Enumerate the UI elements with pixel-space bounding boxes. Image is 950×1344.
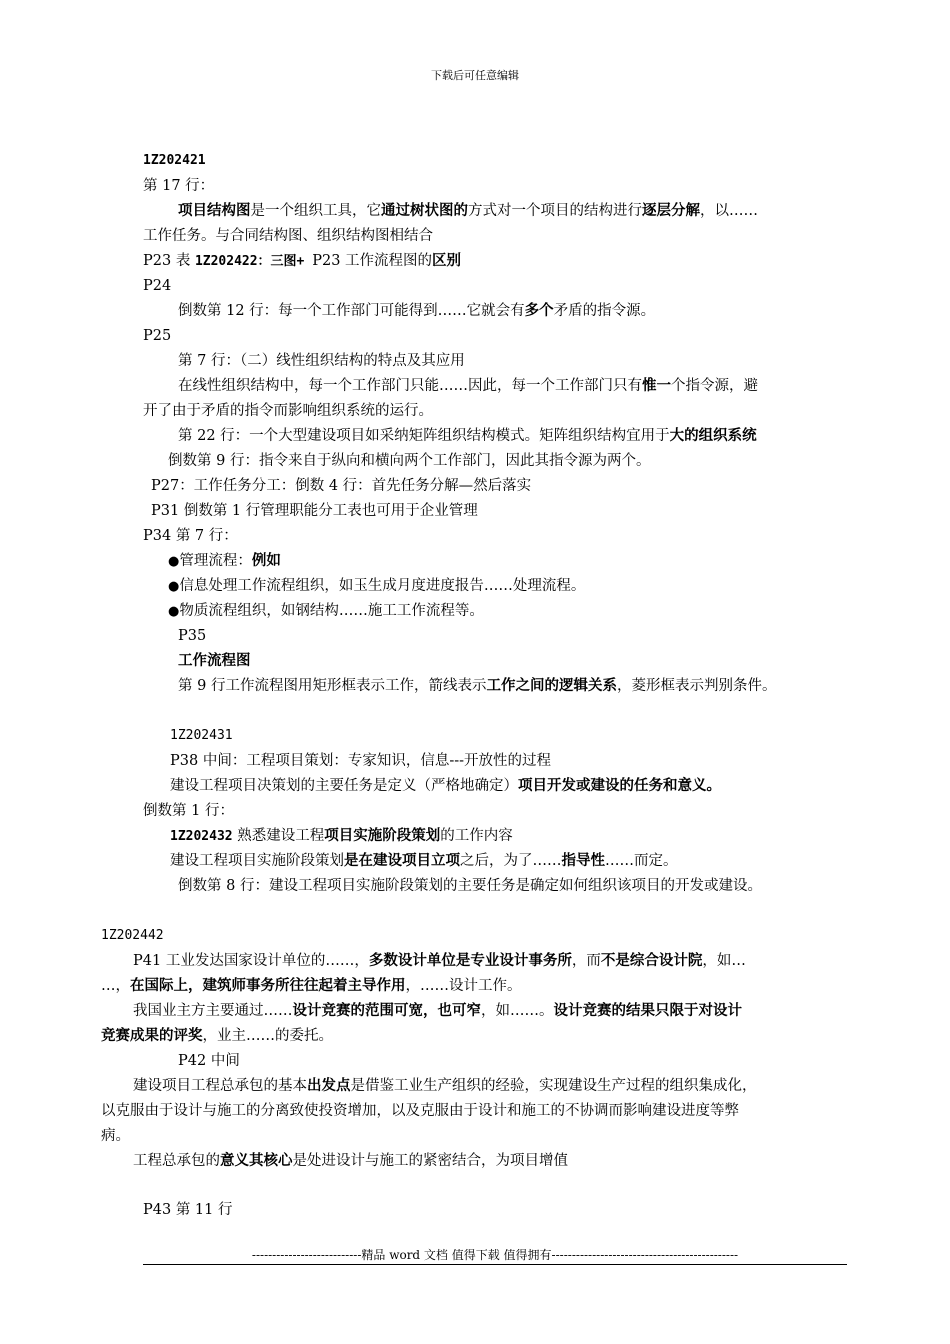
bold-text: 多数设计单位是专业设计事务所 — [368, 952, 572, 969]
text: ，而 — [571, 953, 601, 969]
bold-text: 工作之间的逻辑关系 — [486, 677, 617, 694]
text: 建设项目工程总承包的基本 — [133, 1078, 307, 1094]
text: 是借鉴工业生产组织的经验，实现建设生产过程的组织集成化， — [350, 1078, 757, 1094]
paragraph-line: P27：工作任务分工：倒数 4 行：首先任务分解—然后落实 — [151, 478, 532, 494]
row-ref: 第 17 行： — [143, 178, 215, 194]
text: ，业主……的委托。 — [202, 1028, 333, 1044]
text: 建设工程项目决策划的主要任务是定义（严格地确定） — [170, 778, 518, 794]
paragraph-line — [101, 977, 522, 995]
section-code-1z202442: 1Z202442 — [101, 928, 164, 943]
page-header: 下载后可任意编辑 — [431, 69, 519, 82]
paragraph-line: P31 倒数第 1 行管理职能分工表也可用于企业管理 — [151, 503, 478, 519]
text: 矛盾的指令源。 — [553, 303, 656, 319]
footer-divider — [143, 1264, 847, 1265]
bold-text: 指导性 — [561, 852, 605, 869]
text: P23 工作流程图的 — [312, 253, 433, 269]
bold-text: 项目实施阶段策划 — [324, 827, 441, 844]
text: ……而定。 — [605, 853, 678, 869]
page-ref: P24 — [143, 278, 172, 294]
page-ref: P42 中间 — [178, 1053, 240, 1069]
paragraph-line: 倒数第 1 行： — [143, 803, 234, 819]
bullet-icon: ● — [168, 604, 180, 619]
text: 之后，为了…… — [460, 853, 562, 869]
bold-text: 出发点 — [307, 1077, 351, 1094]
page-ref: P35 — [178, 628, 207, 644]
bullet-icon: ● — [168, 554, 180, 569]
bold-text: 竞赛成果的评奖 — [101, 1027, 203, 1044]
paragraph-line — [170, 777, 721, 795]
text: 是一个组织工具，它 — [250, 203, 381, 219]
bold-text: 例如 — [251, 552, 281, 569]
bold-text: 在国际上，建筑师事务所往往起着主导作用 — [130, 977, 406, 994]
paragraph-line — [178, 302, 655, 320]
paragraph-line — [143, 252, 461, 271]
paragraph-line: 倒数第 8 行：建设工程项目实施阶段策划的主要任务是确定如何组织该项目的开发或建设。 — [178, 878, 762, 894]
text: 在线性组织结构中，每一个工作部门只能……因此，每一个工作部门只有 — [178, 378, 642, 394]
paragraph-line — [178, 427, 757, 445]
bullet-item — [168, 602, 484, 621]
page-footer: ---------------------------精品 word 文档 值得下载 值得拥有---------------------------------------------- — [251, 1248, 739, 1262]
text: 是处进设计与施工的紧密结合，为项目增值 — [292, 1153, 568, 1169]
bold-text: 1Z202422：三图+ — [194, 254, 313, 269]
page-ref: P25 — [143, 328, 172, 344]
text: ，如……。 — [481, 1003, 554, 1019]
bold-text: 意义其核心 — [220, 1152, 293, 1169]
bullet-item — [168, 577, 585, 596]
section-code-1z202421: 1Z202421 — [143, 153, 206, 168]
paragraph-line: 工作任务。与合同结构图、组织结构图相结合 — [143, 228, 433, 244]
bold-text: 大的组织系统 — [669, 427, 757, 444]
paragraph-line — [170, 827, 513, 846]
text: 个指令源，避 — [671, 378, 758, 394]
paragraph-line — [133, 1152, 568, 1170]
text: 的工作内容 — [440, 828, 513, 844]
text: ，以…… — [700, 203, 758, 219]
paragraph-line: 第 7 行：（二）线性组织结构的特点及其应用 — [178, 353, 465, 369]
bold-text: 不是综合设计院 — [600, 952, 703, 969]
text: 工程总承包的 — [133, 1153, 220, 1169]
text: ，……设计工作。 — [405, 978, 522, 994]
bold-text: 通过树状图的 — [381, 202, 468, 219]
paragraph-line — [170, 852, 678, 870]
paragraph-line: 以克服由于设计与施工的分离致使投资增加，以及克服由于设计和施工的不协调而影响建设进度等弊 — [101, 1103, 739, 1119]
text: ，如… — [702, 953, 746, 969]
bullet-item — [168, 552, 281, 571]
paragraph-line: P38 中间：工程项目策划：专家知识，信息---开放性的过程 — [170, 753, 552, 769]
text: …， — [101, 978, 130, 994]
bold-text: 设计竞赛的范围可宽，也可窄 — [292, 1002, 481, 1019]
paragraph-line — [178, 202, 758, 220]
paragraph-line — [178, 377, 758, 395]
paragraph-line — [178, 677, 776, 695]
text: 第 9 行工作流程图用矩形框表示工作，箭线表示 — [178, 678, 487, 694]
paragraph-line — [133, 1077, 757, 1095]
text: 倒数第 12 行：每一个工作部门可能得到……它就会有 — [178, 303, 525, 319]
paragraph-line: P34 第 7 行： — [143, 528, 238, 544]
paragraph-line: 病。 — [101, 1128, 130, 1144]
bold-text: 1Z202432 — [170, 829, 233, 844]
text: 管理流程： — [179, 553, 252, 569]
bold-text: 区别 — [432, 252, 462, 269]
text: 建设工程项目实施阶段策划 — [170, 853, 344, 869]
text: 我国业主方主要通过…… — [133, 1003, 293, 1019]
bullet-icon: ● — [168, 579, 180, 594]
bold-text: 惟一 — [642, 377, 671, 394]
text: 信息处理工作流程组织，如玉生成月度进度报告……处理流程。 — [179, 578, 586, 594]
subheading: 工作流程图 — [178, 652, 251, 669]
page-ref: P43 第 11 行 — [143, 1202, 233, 1218]
text: 第 22 行：一个大型建设项目如采纳矩阵组织结构模式。矩阵组织结构宜用于 — [178, 428, 670, 444]
bold-text: 项目开发或建设的任务和意义。 — [518, 777, 721, 794]
section-code-1z202431: 1Z202431 — [170, 728, 233, 743]
text: 熟悉建设工程 — [232, 828, 325, 844]
bold-text: 多个 — [524, 302, 554, 319]
bold-text: 是在建设项目立项 — [344, 852, 460, 869]
text: 方式对一个项目的结构进行 — [468, 203, 642, 219]
paragraph-line — [133, 1002, 742, 1020]
paragraph-line — [101, 1027, 333, 1045]
paragraph-line: 开了由于矛盾的指令而影响组织系统的运行。 — [143, 403, 433, 419]
bold-text: 逐层分解 — [642, 202, 700, 219]
bold-text: 项目结构图 — [178, 202, 251, 219]
text: ，菱形框表示判别条件。 — [616, 678, 777, 694]
text: 物质流程组织，如钢结构……施工工作流程等。 — [179, 603, 484, 619]
text: P41 工业发达国家设计单位的……， — [133, 953, 369, 969]
text: P23 表 — [143, 253, 195, 269]
bold-text: 设计竞赛的结果只限于对设计 — [553, 1002, 742, 1019]
paragraph-line — [133, 952, 746, 970]
paragraph-line: 倒数第 9 行：指令来自于纵向和横向两个工作部门，因此其指令源为两个。 — [168, 453, 651, 469]
